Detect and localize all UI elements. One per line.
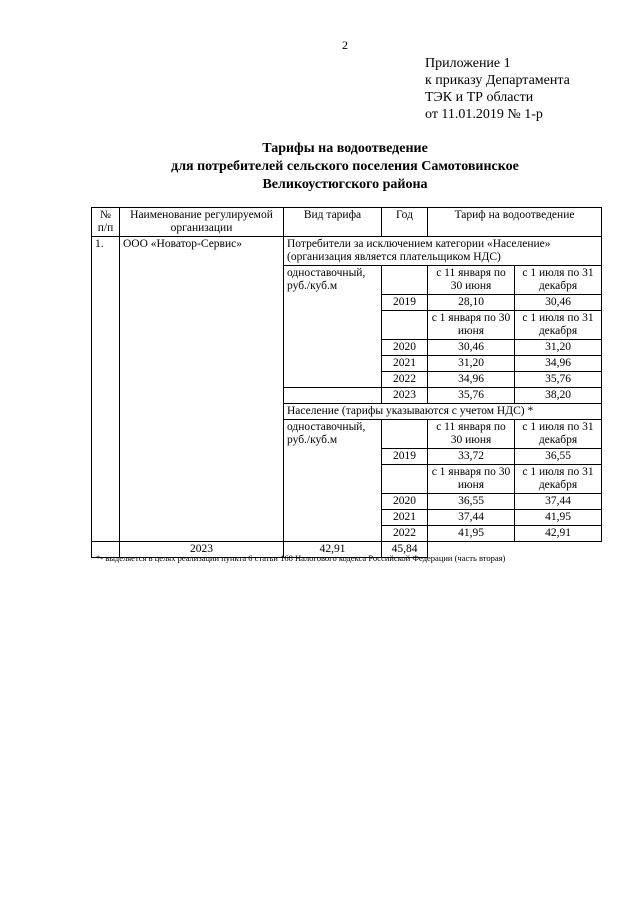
group1-period-a-1: с 11 января по 30 июня: [428, 266, 515, 295]
group1-period-a-2: с 1 июля по 31 декабря: [515, 266, 602, 295]
title-line-2: для потребителей сельского поселения Самотовинское: [171, 159, 519, 174]
tariff-value: 31,20: [428, 356, 515, 372]
tariff-value: 38,20: [515, 388, 602, 404]
tariff-value: 28,10: [428, 295, 515, 311]
group2-label: Население (тарифы указываются с учетом НДС) *: [284, 404, 602, 420]
tariff-value: 35,76: [428, 388, 515, 404]
tariff-value: 33,72: [428, 449, 515, 465]
tariff-value: 31,20: [515, 340, 602, 356]
annex-block: [425, 55, 570, 123]
annex-line-4: от 11.01.2019 № 1-р: [425, 107, 543, 122]
year-cell: 2019: [382, 295, 428, 311]
header-type: Вид тарифа: [284, 208, 382, 237]
annex-line-1: Приложение 1: [425, 56, 511, 71]
group1-period-b-1: с 1 января по 30 июня: [428, 311, 515, 340]
header-org: Наименование регулируемой организации: [120, 208, 284, 237]
group2-period-b-2: с 1 июля по 31 декабря: [515, 465, 602, 494]
group1-label: Потребители за исключением категории «Население» (организация является плательщиком НДС): [284, 237, 602, 266]
year-cell: 2023: [382, 388, 428, 404]
tariff-value: 41,95: [515, 510, 602, 526]
annex-line-3: ТЭК и ТР области: [425, 90, 534, 105]
tariff-value: 34,96: [515, 356, 602, 372]
tariff-value: 42,91: [515, 526, 602, 542]
tariff-value: 45,84: [382, 542, 428, 558]
group1-period-b-2: с 1 июля по 31 декабря: [515, 311, 602, 340]
tariff-value: 36,55: [515, 449, 602, 465]
footnote: *- выделяется в целях реализации пункта 6 статьи 168 Налогового кодекса Российской Федерации (часть вторая): [96, 553, 506, 563]
row-number: 1.: [92, 237, 120, 542]
year-cell: 2020: [382, 340, 428, 356]
group2-period-a-1: с 11 января по 30 июня: [428, 420, 515, 449]
tariff-value: 42,91: [284, 542, 382, 558]
group2-tariff-type: одноставочный, руб./куб.м: [284, 420, 382, 542]
annex-line-2: к приказу Департамента: [425, 73, 570, 88]
title-line-3: Великоустюгского района: [262, 177, 428, 192]
header-num: № п/п: [92, 208, 120, 237]
year-cell: 2021: [382, 510, 428, 526]
year-cell: 2019: [382, 449, 428, 465]
tariff-value: 34,96: [428, 372, 515, 388]
tariff-value: 41,95: [428, 526, 515, 542]
document-title: [0, 140, 640, 194]
org-name: ООО «Новатор-Сервис»: [120, 237, 284, 542]
year-cell: 2022: [382, 526, 428, 542]
table-row: [92, 237, 602, 266]
page-number: 2: [342, 38, 348, 52]
year-cell: 2022: [382, 372, 428, 388]
group2-period-a-2: с 1 июля по 31 декабря: [515, 420, 602, 449]
year-cell: 2020: [382, 494, 428, 510]
tariff-table: [91, 207, 602, 558]
year-cell: 2023: [120, 542, 284, 558]
table-header-row: [92, 208, 602, 237]
tariff-value: 37,44: [515, 494, 602, 510]
tariff-value: 30,46: [515, 295, 602, 311]
tariff-value: 37,44: [428, 510, 515, 526]
tariff-value: 30,46: [428, 340, 515, 356]
header-year: Год: [382, 208, 428, 237]
tariff-value: 36,55: [428, 494, 515, 510]
group2-period-b-1: с 1 января по 30 июня: [428, 465, 515, 494]
tariff-value: 35,76: [515, 372, 602, 388]
header-tariff: Тариф на водоотведение: [428, 208, 602, 237]
group1-tariff-type: одноставочный, руб./куб.м: [284, 266, 382, 388]
year-cell: 2021: [382, 356, 428, 372]
title-line-1: Тарифы на водоотведение: [262, 141, 428, 156]
